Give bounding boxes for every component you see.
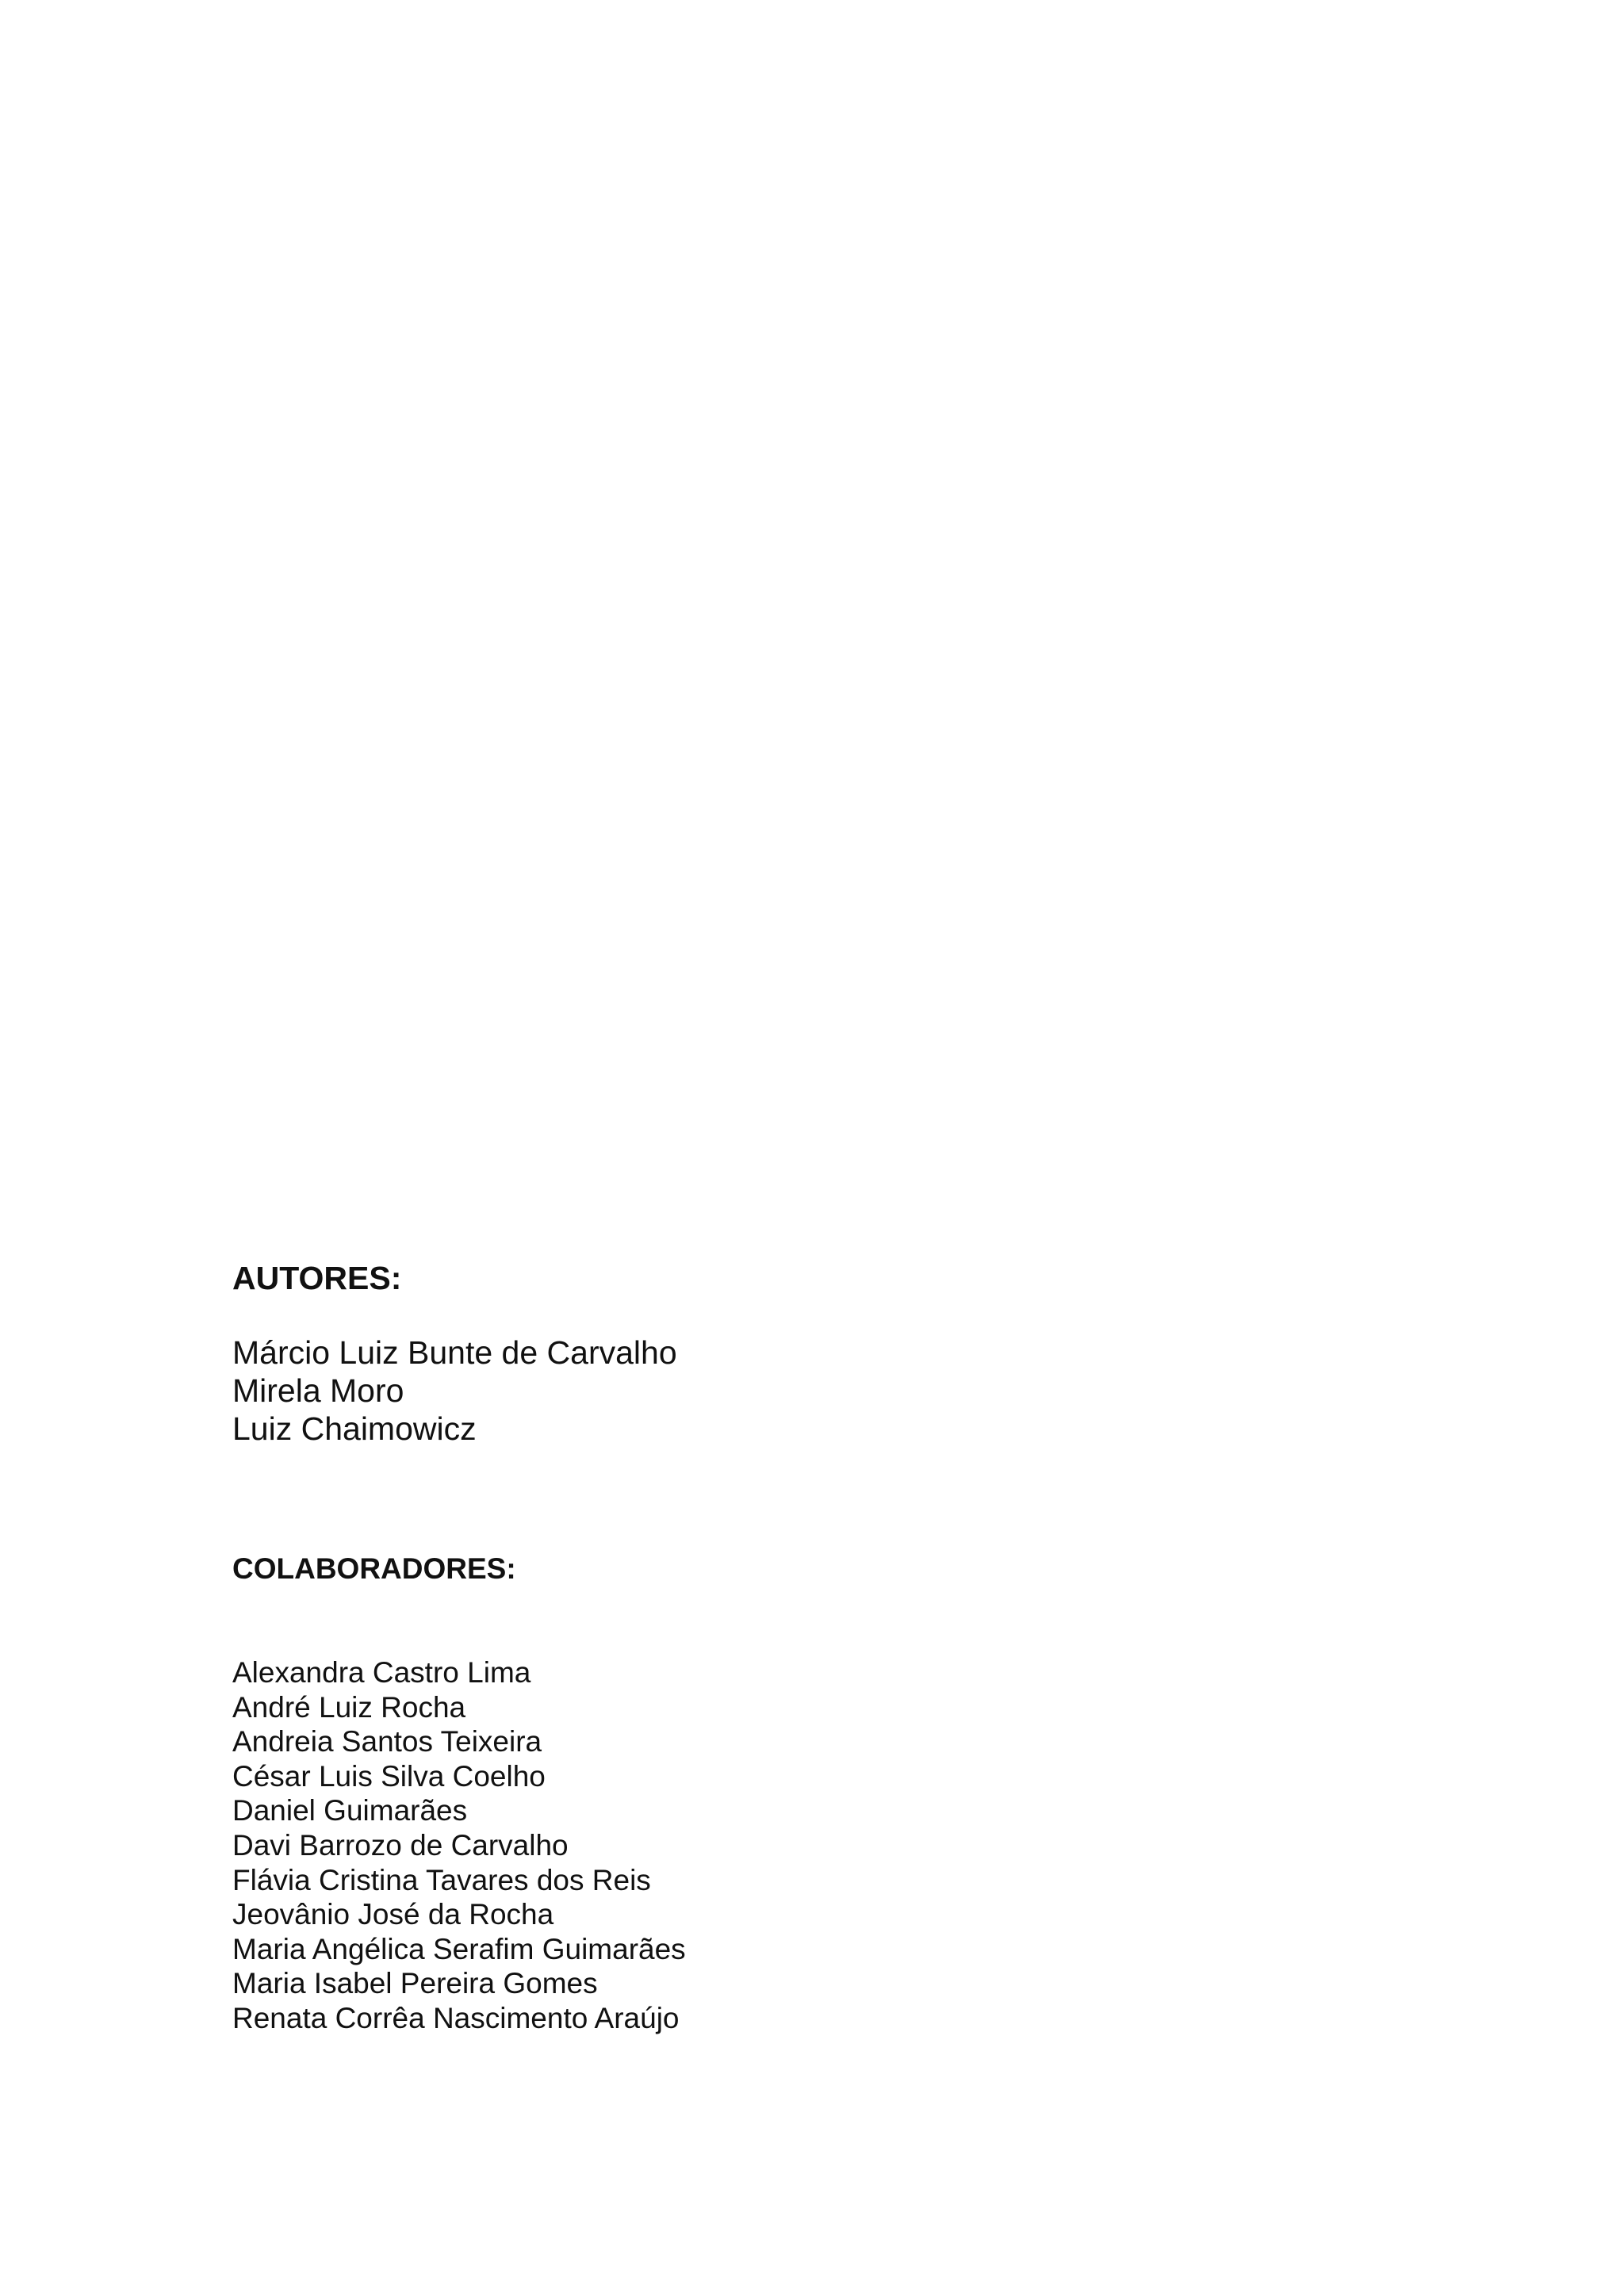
author-name: Mirela Moro bbox=[232, 1372, 404, 1409]
collaborator-name: Flávia Cristina Tavares dos Reis bbox=[232, 1863, 651, 1896]
collaborator-name: Renata Corrêa Nascimento Araújo bbox=[232, 2001, 680, 2034]
collaborator-name: Andreia Santos Teixeira bbox=[232, 1725, 542, 1758]
collaborator-name: Jeovânio José da Rocha bbox=[232, 1898, 554, 1931]
collaborator-name: César Luis Silva Coelho bbox=[232, 1759, 546, 1793]
author-name: Luiz Chaimowicz bbox=[232, 1410, 477, 1447]
collaborator-name: André Luiz Rocha bbox=[232, 1690, 466, 1724]
collaborator-name: Davi Barrozo de Carvalho bbox=[232, 1828, 569, 1862]
collaborator-name: Maria Angélica Serafim Guimarães bbox=[232, 1932, 686, 1965]
colaboradores-list bbox=[232, 1655, 686, 2036]
autores-heading: AUTORES: bbox=[232, 1260, 402, 1296]
collaborator-name: Maria Isabel Pereira Gomes bbox=[232, 1967, 598, 2000]
colaboradores-heading: COLABORADORES: bbox=[232, 1552, 516, 1585]
author-name: Márcio Luiz Bunte de Carvalho bbox=[232, 1334, 677, 1371]
collaborator-name: Alexandra Castro Lima bbox=[232, 1656, 531, 1689]
collaborator-name: Daniel Guimarães bbox=[232, 1794, 468, 1827]
autores-list bbox=[232, 1334, 677, 1448]
